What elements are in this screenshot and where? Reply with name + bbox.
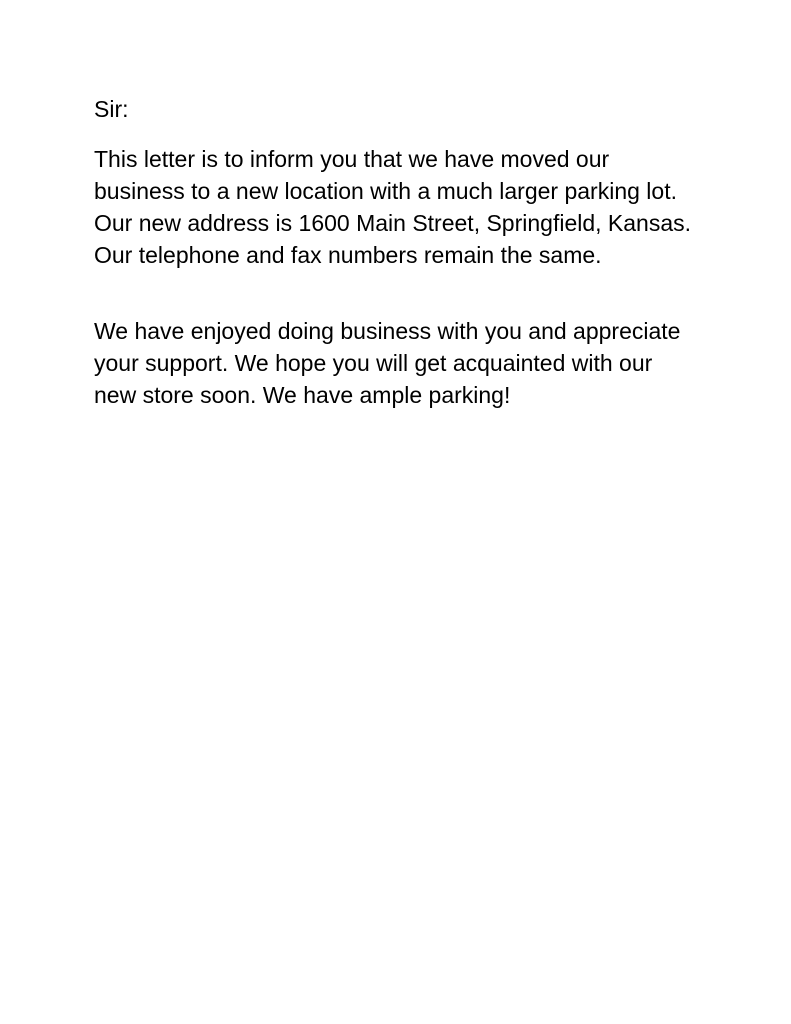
letter-body (94, 93, 734, 411)
paragraph-line: We have enjoyed doing business with you and appreciate (94, 318, 681, 344)
paragraph-line: This letter is to inform you that we have moved our (94, 146, 610, 172)
paragraph-line: your support. We hope you will get acquainted with our (94, 350, 653, 376)
paragraph-spacer (94, 271, 734, 315)
paragraph-line: Our new address is 1600 Main Street, Springfield, Kansas. (94, 210, 692, 236)
paragraph-line: new store soon. We have ample parking! (94, 382, 511, 408)
paragraph-line: business to a new location with a much larger parking lot. (94, 178, 677, 204)
salutation: Sir: (94, 96, 129, 122)
paragraph-line: Our telephone and fax numbers remain the same. (94, 242, 602, 268)
paragraph-move-notice (94, 143, 734, 271)
paragraph-appreciation (94, 315, 734, 411)
